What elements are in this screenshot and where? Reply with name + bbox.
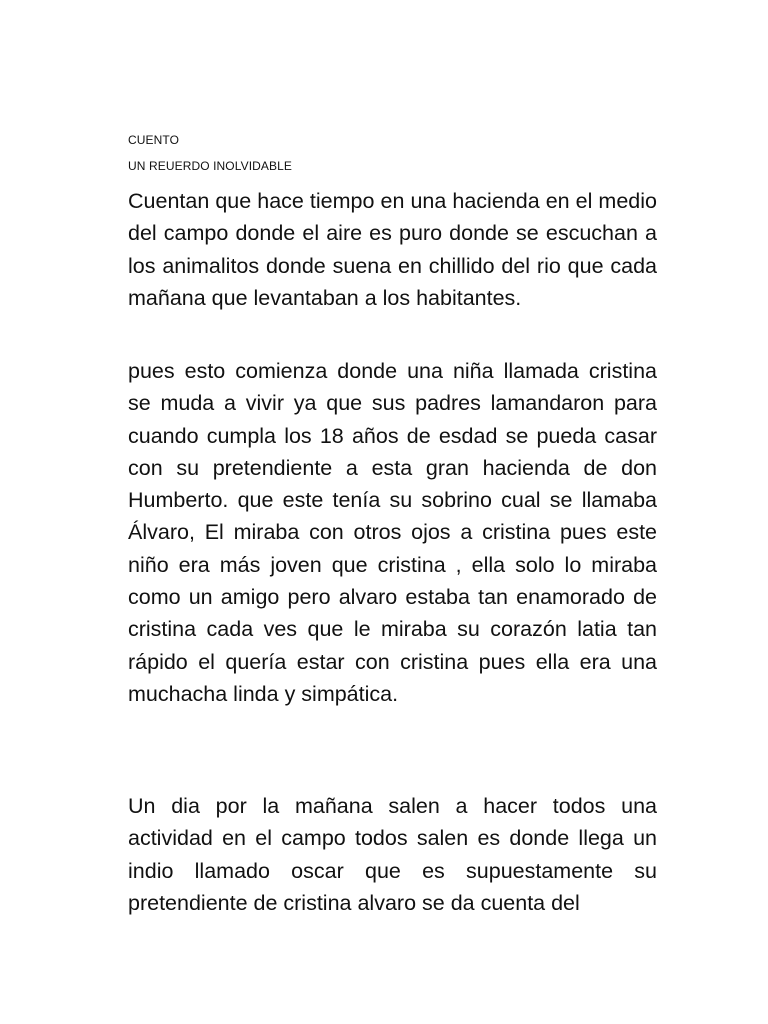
- paragraph-3: Un dia por la mañana salen a hacer todos una actividad en el campo todos salen es donde llega un indio llamado oscar que es supuestamente su pretendiente de cristina alvaro se da cuenta del: [128, 794, 657, 915]
- paragraph-1: Cuentan que hace tiempo en una hacienda en el medio del campo donde el aire es puro donde se escuchan a los animalitos donde suena en chillido del rio que cada mañana que levantaban a los habitantes.: [128, 189, 657, 310]
- document-title: UN REUERDO INOLVIDABLE: [128, 159, 293, 173]
- document-label: CUENTO: [128, 133, 180, 147]
- document-page: [128, 0, 657, 1024]
- paragraph-2: pues esto comienza donde una niña llamada cristina se muda a vivir ya que sus padres lamandaron para cuando cumpla los 18 años de esdad se pueda casar con su pretendiente a esta gran hacienda de don Humberto. que este tenía su sobrino cual se llamaba Álvaro, El miraba con otros ojos a cristina pues este niño era más joven que cristina , ella solo lo miraba como un amigo pero alvaro estaba tan enamorado de cristina cada ves que le miraba su corazón latia tan rápido el quería estar con cristina pues ella era una muchacha linda y simpática.: [128, 359, 657, 706]
